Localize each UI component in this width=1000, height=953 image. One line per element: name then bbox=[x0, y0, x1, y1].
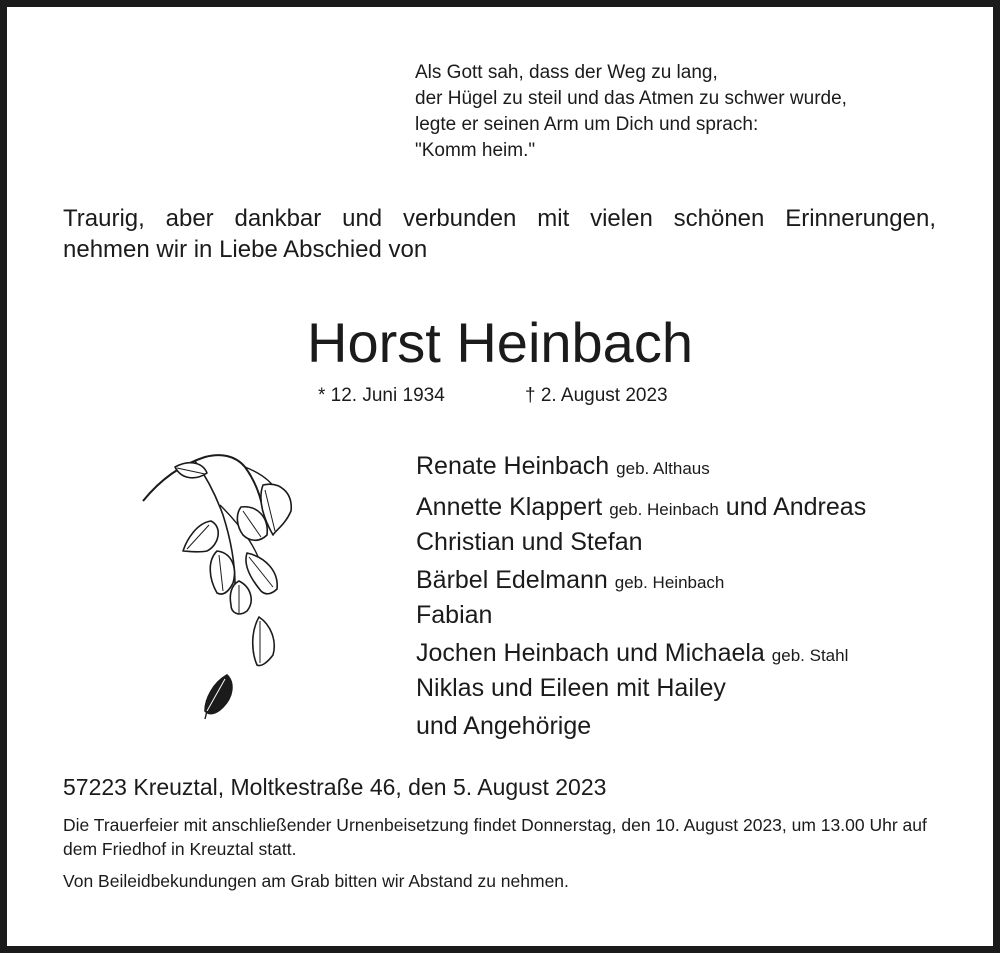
mourner-children: Fabian bbox=[416, 601, 493, 629]
intro-text bbox=[63, 203, 936, 265]
mourner-name: Bärbel Edelmann bbox=[416, 566, 608, 594]
deceased-name: Horst Heinbach bbox=[307, 311, 693, 374]
place-and-date: 57223 Kreuztal, Moltkestraße 46, den 5. August 2023 bbox=[63, 774, 607, 800]
poem bbox=[415, 60, 847, 164]
mourner-group bbox=[416, 637, 866, 704]
mourners-list bbox=[416, 450, 866, 748]
mourner-group bbox=[416, 491, 866, 558]
poem-line: Als Gott sah, dass der Weg zu lang, bbox=[415, 62, 718, 83]
mourner-children: Christian und Stefan bbox=[416, 528, 643, 556]
birth-name-note: geb. Stahl bbox=[771, 646, 849, 665]
birth-date: * 12. Juni 1934 bbox=[318, 385, 445, 406]
intro-line: Traurig, aber dankbar und verbunden mit vielen schönen Erinnerungen, bbox=[63, 205, 936, 232]
mourner-children: Niklas und Eileen mit Hailey bbox=[416, 674, 726, 702]
mourner-group bbox=[416, 564, 866, 631]
birth-name-note: geb. Althaus bbox=[616, 459, 710, 478]
birth-name-note: geb. Heinbach bbox=[614, 573, 725, 592]
mourner-name: und Andreas bbox=[725, 493, 867, 521]
birth-name-note: geb. Heinbach bbox=[609, 500, 719, 519]
mourner-group bbox=[416, 710, 866, 742]
mourner-name: Renate Heinbach bbox=[416, 452, 610, 480]
intro-line: nehmen wir in Liebe Abschied von bbox=[63, 236, 428, 263]
mourner-name: Annette Klappert bbox=[416, 493, 603, 521]
poem-line: der Hügel zu steil und das Atmen zu schwer wurde, bbox=[415, 88, 847, 109]
poem-line: "Komm heim." bbox=[415, 140, 536, 161]
mourner-group bbox=[416, 450, 866, 485]
funeral-notice: Die Trauerfeier mit anschließender Urnenbeisetzung findet Donnerstag, den 10. August 2023, um 13.00 Uhr auf dem Friedhof in Kreuztal statt. bbox=[63, 815, 927, 859]
condolence-notice: Von Beileidbekundungen am Grab bitten wir Abstand zu nehmen. bbox=[63, 871, 569, 891]
death-date: † 2. August 2023 bbox=[525, 385, 668, 406]
birch-leaves-icon bbox=[135, 445, 305, 730]
poem-line: legte er seinen Arm um Dich und sprach: bbox=[415, 114, 759, 135]
mourner-name: und Angehörige bbox=[416, 712, 592, 740]
mourner-name: Jochen Heinbach und Michaela bbox=[416, 639, 765, 667]
